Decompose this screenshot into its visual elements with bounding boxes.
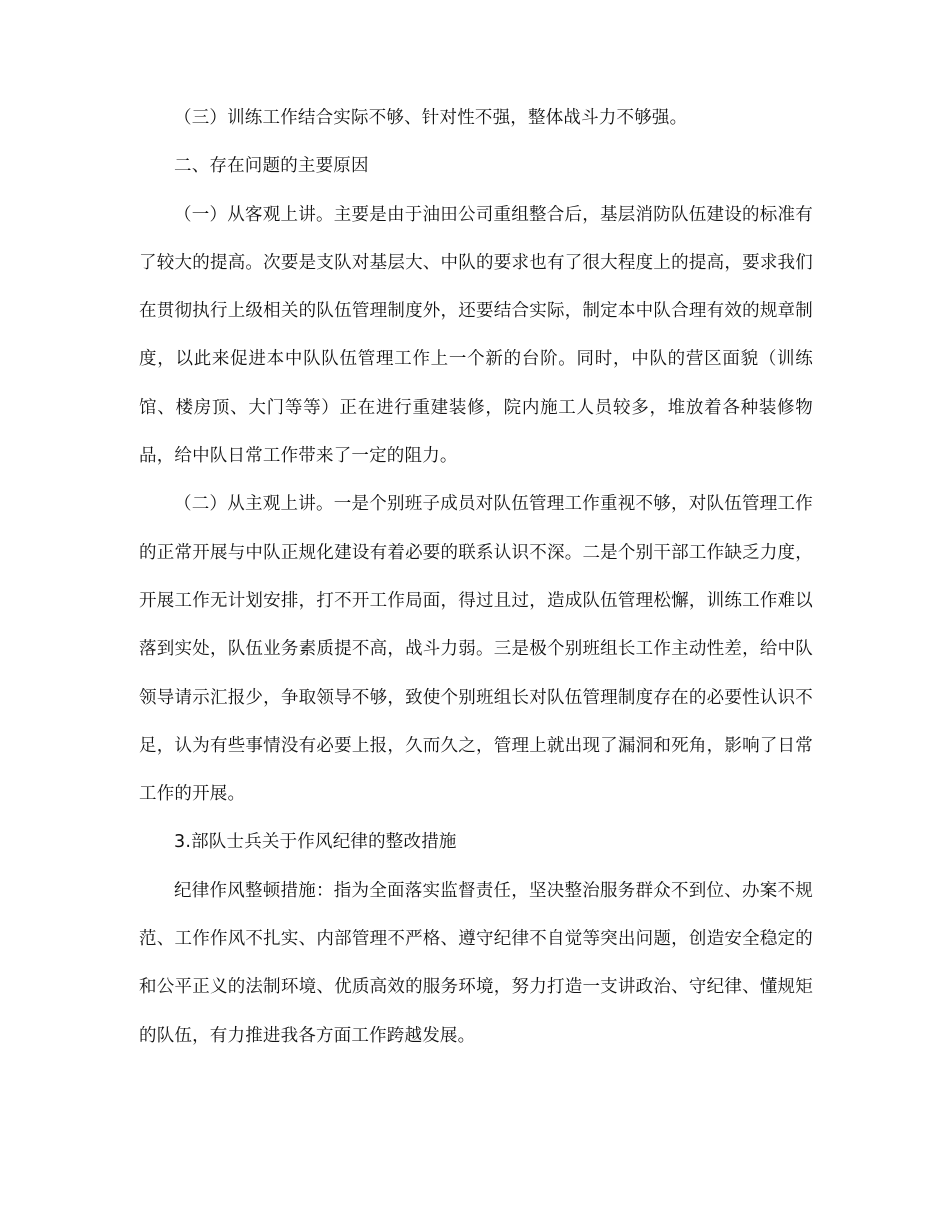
paragraph-subjective-causes: （二）从主观上讲。一是个别班子成员对队伍管理工作重视不够，对队伍管理工作的正常开展与中队正规化建设有着必要的联系认识不深。二是个别干部工作缺乏力度，开展工作无计划安排，打不开工作局面，得过且过，造成队伍管理松懈，训练工作难以落到实处，队伍业务素质提不高，战斗力弱。三是极个别班组长工作主动性差，给中队领导请示汇报少，争取领导不够，致使个别班组长对队伍管理制度存在的必要性认识不足，认为有些事情没有必要上报，久而久之，管理上就出现了漏洞和死角，影响了日常工作的开展。 <box>139 494 813 805</box>
paragraph-objective-causes: （一）从客观上讲。主要是由于油田公司重组整合后，基层消防队伍建设的标准有了较大的提高。次要是支队对基层大、中队的要求也有了很大程度上的提高，要求我们在贯彻执行上级相关的队伍管理制度外，还要结合实际，制定本中队合理有效的规章制度，以此来促进本中队队伍管理工作上一个新的台阶。同时，中队的营区面貌（训练馆、楼房顶、大门等等）正在进行重建装修，院内施工人员较多，堆放着各种装修物品，给中队日常工作带来了一定的阻力。 <box>139 204 813 467</box>
paragraph-training-issue: （三）训练工作结合实际不够、针对性不强，整体战斗力不够强。 <box>174 108 688 128</box>
section-heading-rectification: 3.部队士兵关于作风纪律的整改措施 <box>174 832 457 853</box>
document-body <box>139 94 813 1060</box>
paragraph-discipline-measures: 纪律作风整顿措施：指为全面落实监督责任，坚决整治服务群众不到位、办案不规范、工作作风不扎实、内部管理不严格、遵守纪律不自觉等突出问题，创造安全稳定的和公平正义的法制环境、优质高效的服务环境，努力打造一支讲政治、守纪律、懂规矩的队伍，有力推进我各方面工作跨越发展。 <box>139 880 813 1046</box>
section-heading-causes: 二、存在问题的主要原因 <box>174 156 369 177</box>
